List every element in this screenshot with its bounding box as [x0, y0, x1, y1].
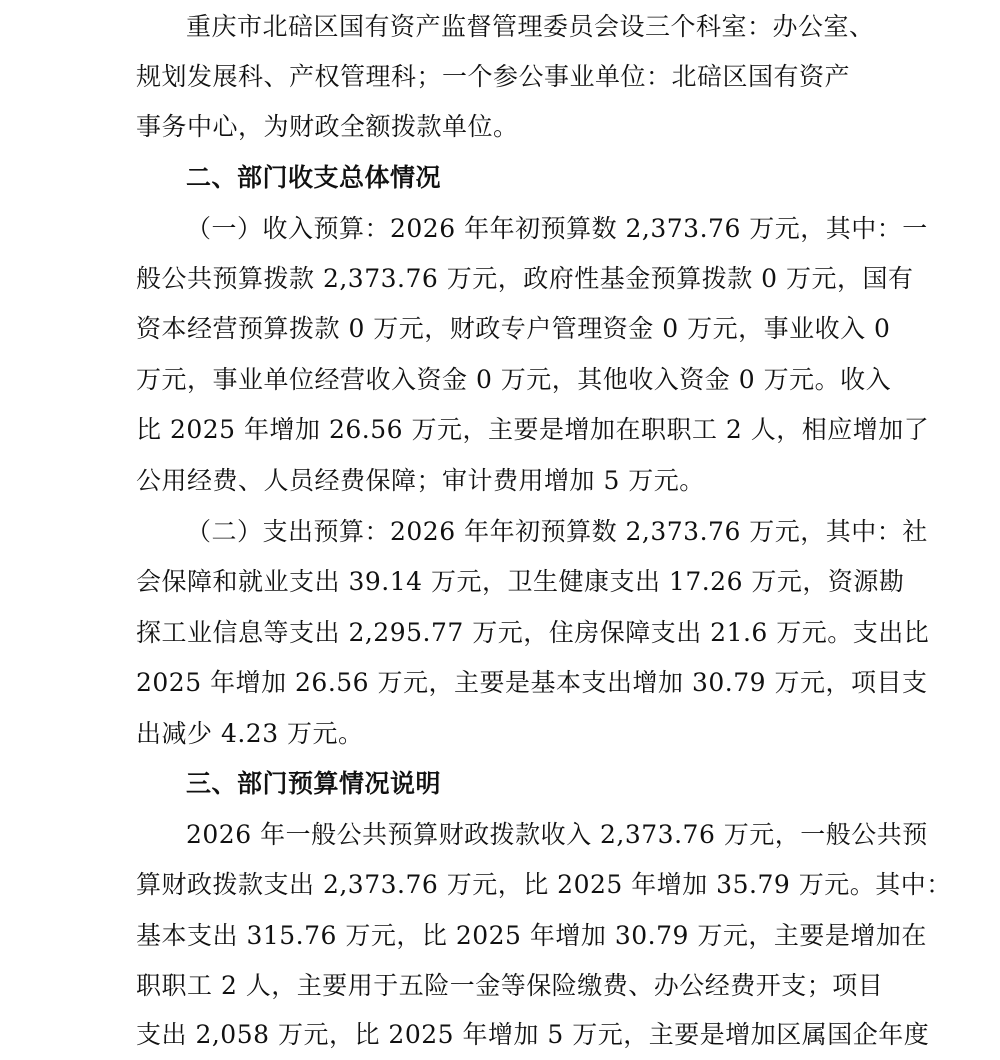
paragraph-line: 探工业信息等支出 2,295.77 万元，住房保障支出 21.6 万元。支出比 [136, 618, 930, 647]
paragraph-line: 支出 2,058 万元，比 2025 年增加 5 万元，主要是增加区属国企年度 [136, 1020, 930, 1049]
paragraph-line: 重庆市北碚区国有资产监督管理委员会设三个科室：办公室、 [186, 12, 875, 41]
section-heading: 三、部门预算情况说明 [186, 769, 442, 798]
paragraph-line: 会保障和就业支出 39.14 万元，卫生健康支出 17.26 万元，资源勘 [136, 567, 905, 596]
paragraph-line: 基本支出 315.76 万元，比 2025 年增加 30.79 万元，主要是增加在 [136, 921, 927, 950]
paragraph-line: 算财政拨款支出 2,373.76 万元，比 2025 年增加 35.79 万元。其中： [136, 870, 952, 899]
paragraph-line: 般公共预算拨款 2,373.76 万元，政府性基金预算拨款 0 万元，国有 [136, 264, 914, 293]
paragraph-line: （一）收入预算：2026 年年初预算数 2,373.76 万元，其中：一 [186, 214, 928, 243]
paragraph-line: 事务中心，为财政全额拨款单位。 [136, 112, 519, 141]
paragraph-line: 职职工 2 人，主要用于五险一金等保险缴费、办公经费开支；项目 [136, 971, 884, 1000]
paragraph-line: 资本经营预算拨款 0 万元，财政专户管理资金 0 万元，事业收入 0 [136, 314, 891, 343]
paragraph-line: 出减少 4.23 万元。 [136, 719, 364, 748]
paragraph-line: （二）支出预算：2026 年年初预算数 2,373.76 万元，其中：社 [186, 517, 928, 546]
paragraph-line: 规划发展科、产权管理科；一个参公事业单位：北碚区国有资产 [136, 62, 851, 91]
paragraph-line: 公用经费、人员经费保障；审计费用增加 5 万元。 [136, 466, 705, 495]
section-heading: 二、部门收支总体情况 [186, 163, 442, 192]
paragraph-line: 万元，事业单位经营收入资金 0 万元，其他收入资金 0 万元。收入 [136, 365, 892, 394]
paragraph-line: 2025 年增加 26.56 万元，主要是基本支出增加 30.79 万元，项目支 [136, 668, 928, 697]
paragraph-line: 比 2025 年增加 26.56 万元，主要是增加在职职工 2 人，相应增加了 [136, 415, 930, 444]
paragraph-line: 2026 年一般公共预算财政拨款收入 2,373.76 万元，一般公共预 [186, 820, 928, 849]
